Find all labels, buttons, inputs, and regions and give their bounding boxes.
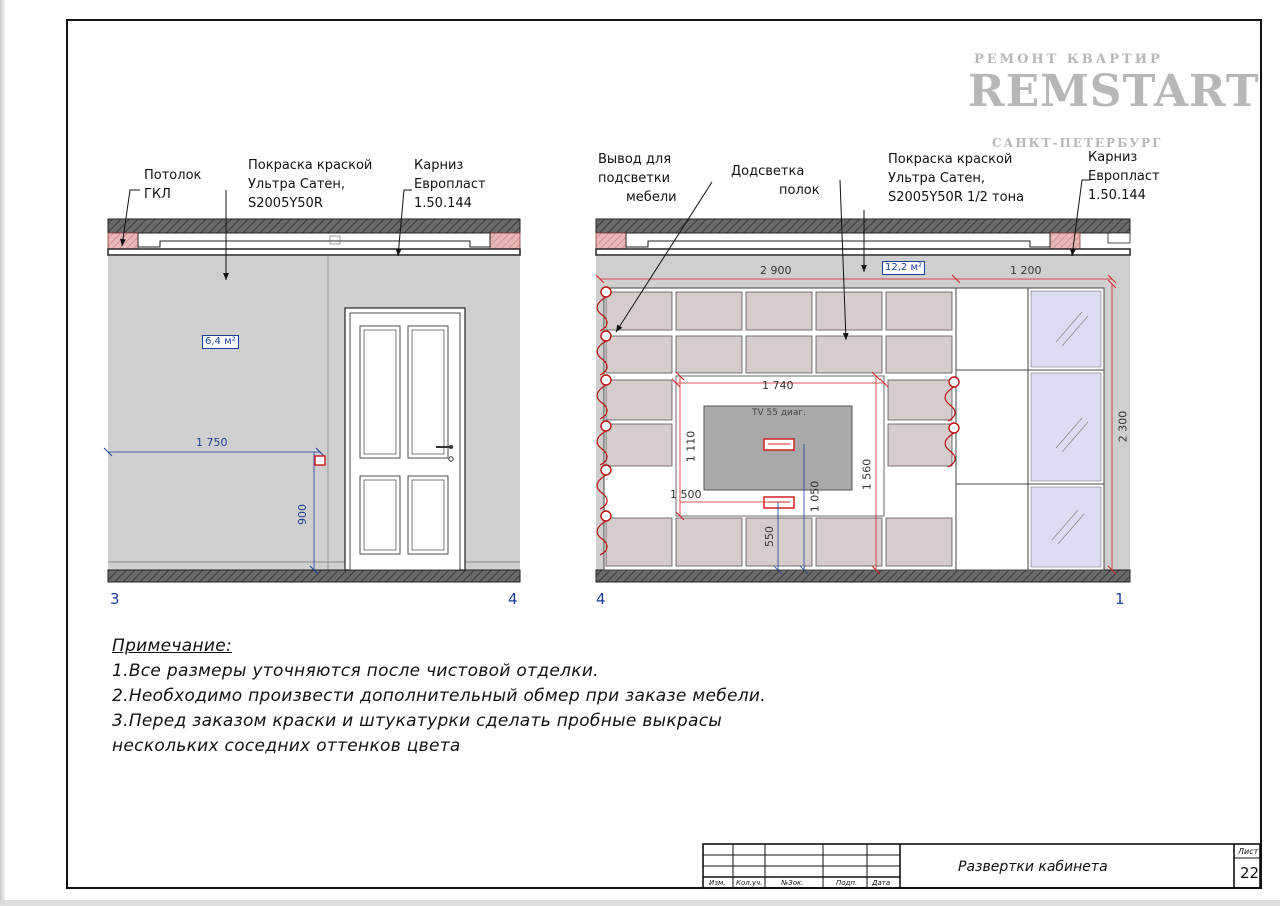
left-elevation	[104, 190, 520, 582]
axis-right-4: 4	[596, 590, 606, 608]
dim-width-side: 1 200	[1010, 264, 1042, 277]
light-output-point	[601, 421, 611, 431]
cabinet-cell	[886, 292, 952, 330]
cabinet-cell	[606, 380, 672, 420]
dim-width-niche: 1 740	[762, 379, 794, 392]
cabinet-cell	[676, 292, 742, 330]
cabinet-cell	[816, 292, 882, 330]
cabinet-cell	[886, 518, 952, 566]
light-output-point	[601, 465, 611, 475]
light-output-point	[949, 423, 959, 433]
right-cornice-right	[1050, 233, 1080, 249]
dim-height-tv: 1 110	[684, 430, 698, 463]
dim-height-outlet-top: 1 050	[808, 480, 822, 513]
dim-width-main: 2 900	[760, 264, 792, 277]
cabinet-cell	[606, 292, 672, 330]
callout-lighting: Додсветка полок	[731, 164, 820, 198]
dim-height-niche: 1 560	[860, 458, 874, 491]
callout-left-cornice: Карниз Европласт 1.50.144	[414, 158, 486, 211]
cabinet-cell	[746, 336, 812, 373]
cabinet-cell	[676, 336, 742, 373]
tb-col-izm: Изм.	[709, 879, 726, 887]
tb-col-kol: Кол.уч.	[736, 879, 763, 887]
left-floor-slab	[108, 570, 520, 582]
light-output-point	[601, 331, 611, 341]
sheet-label: Лист	[1238, 847, 1259, 856]
cabinet-cell	[676, 518, 742, 566]
drawing-title: Развертки кабинета	[958, 859, 1108, 875]
notes-block	[112, 634, 766, 759]
cabinet-cell	[886, 336, 952, 373]
left-cornice-profile	[108, 249, 520, 255]
left-dim-height: 900	[296, 504, 309, 525]
cabinet-cell	[606, 518, 672, 566]
tv-label: TV 55 диаг.	[752, 408, 807, 418]
logo-line-1: РЕМОНТ КВАРТИР	[974, 52, 1163, 67]
sheet-number: 22	[1240, 864, 1260, 882]
right-cornice-profile	[596, 249, 1130, 255]
remstart-logo	[968, 52, 1260, 152]
right-elevation	[596, 180, 1130, 582]
cabinet-cell	[606, 336, 672, 373]
left-door	[345, 308, 465, 570]
left-dim-width: 1 750	[196, 436, 228, 449]
left-cornice-right	[490, 233, 520, 249]
tb-col-sign: Подп.	[836, 879, 858, 887]
light-output-point	[949, 377, 959, 387]
callout-left-paint: Покраска краской Ультра Сатен, S2005Y50R	[248, 158, 373, 211]
left-ceiling-slab	[108, 219, 520, 233]
axis-left-4: 4	[508, 590, 518, 608]
cabinet-cell	[816, 336, 882, 373]
notes-title: Примечание:	[112, 636, 233, 656]
cabinet-cell	[746, 518, 812, 566]
logo-line-3: САНКТ-ПЕТЕРБУРГ	[992, 136, 1163, 150]
cabinet-cell	[746, 292, 812, 330]
cabinet-cell	[606, 424, 672, 466]
cabinet-cell	[888, 380, 952, 420]
wardrobe-glass	[1031, 291, 1101, 567]
cabinet-cell	[888, 424, 952, 466]
note-item: 1.Все размеры уточняются после чистовой отделки.	[112, 661, 599, 681]
callout-ceiling: Потолок ГКЛ	[144, 168, 202, 202]
tb-col-date: Дата	[872, 879, 891, 887]
right-floor-slab	[596, 570, 1130, 582]
light-output-point	[601, 511, 611, 521]
right-ceiling-slab	[596, 219, 1130, 233]
axis-right-1: 1	[1115, 590, 1125, 608]
light-output-point	[601, 375, 611, 385]
logo-brand: REMSTART	[968, 66, 1260, 117]
axis-left-3: 3	[110, 590, 120, 608]
tb-col-doc: №Зок.	[781, 879, 804, 887]
note-item: 3.Перед заказом краски и штукатурки сделать пробные выкрасы	[112, 711, 723, 731]
light-output-point	[601, 287, 611, 297]
dim-height-outlet-low: 550	[763, 526, 776, 547]
right-cornice-left	[596, 233, 626, 249]
callout-outlet: Вывод для подсветки мебели	[598, 152, 677, 205]
cabinet-cell	[816, 518, 882, 566]
left-area-badge: 6,4 м²	[202, 335, 239, 349]
right-area-badge: 12,2 м²	[882, 261, 925, 275]
note-item: 2.Необходимо произвести дополнительный обмер при заказе мебели.	[112, 686, 766, 706]
callout-right-cornice: Карниз Европласт 1.50.144	[1088, 150, 1160, 203]
left-outlet-box	[315, 456, 325, 465]
note-item: нескольких соседних оттенков цвета	[112, 736, 461, 756]
callout-right-paint: Покраска краской Ультра Сатен, S2005Y50R 1/2 тона	[888, 152, 1025, 205]
dim-width-tv-offset: 1 500	[670, 488, 702, 501]
dim-height-total: 2 300	[1116, 410, 1130, 443]
